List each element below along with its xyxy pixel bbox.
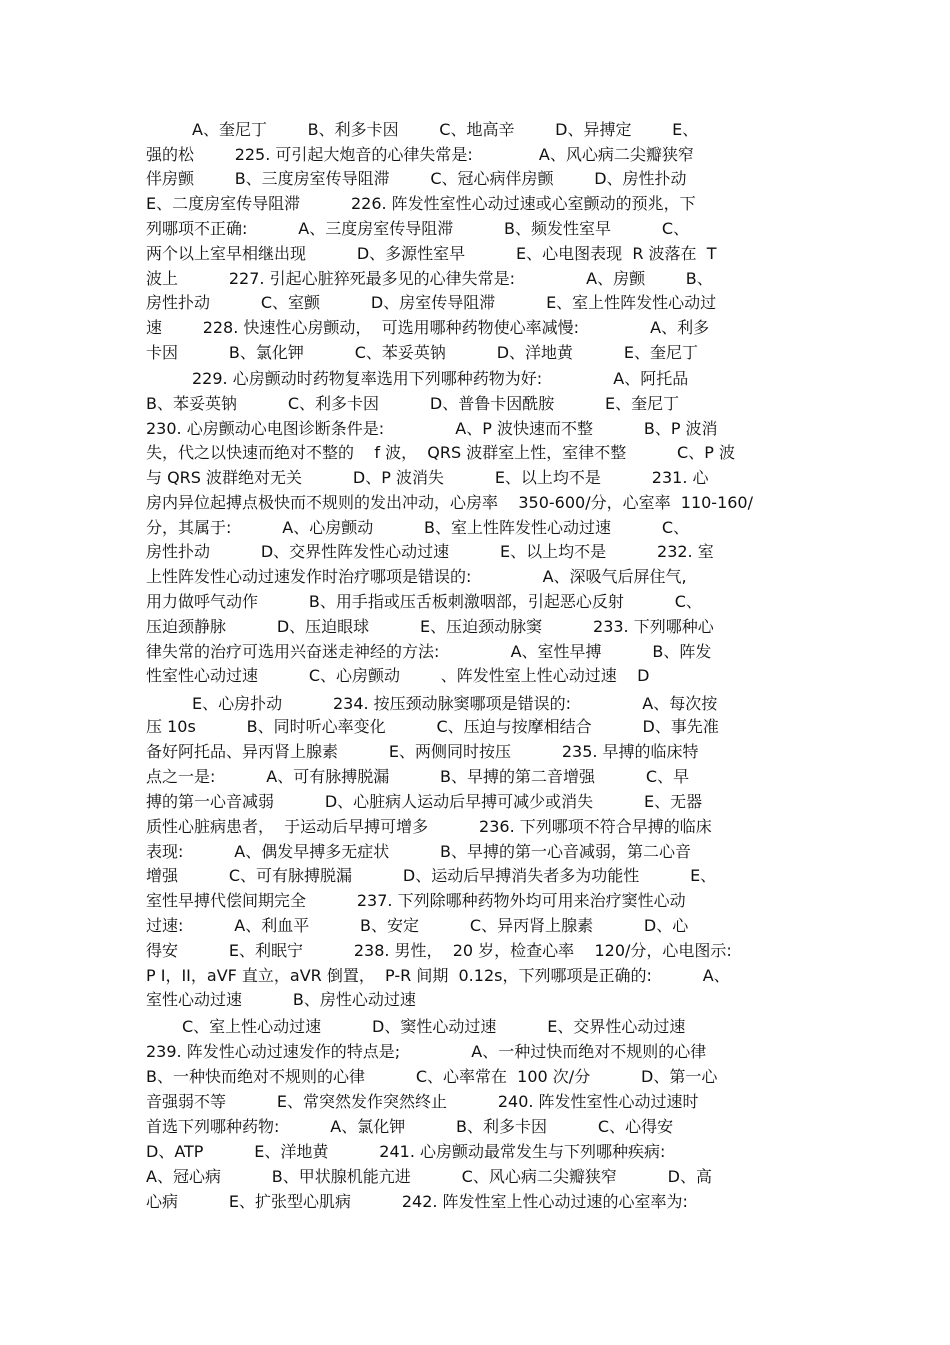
text-line-13: 230. 心房颤动心电图诊断条件是: A、P 波快速而不整 B、P 波消 — [146, 419, 718, 438]
text-line-43: A、冠心病 B、甲状腺机能亢进 C、风心病二尖瓣狭窄 D、高 — [146, 1167, 712, 1186]
text-line-24: E、心房扑动 234. 按压颈动脉窦哪项是错误的: A、每次按 — [192, 694, 718, 713]
text-line-18: 房性扑动 D、交界性阵发性心动过速 E、以上均不是 232. 室 — [146, 542, 714, 561]
text-line-2: 强的松 225. 可引起大炮音的心律失常是: A、风心病二尖瓣狭窄 — [146, 145, 694, 164]
text-line-20: 用力做呼气动作 B、用手指或压舌板刺激咽部，引起恶心反射 C、 — [146, 592, 702, 611]
text-line-4: E、二度房室传导阻滞 226. 阵发性室性心动过速或心室颤动的预兆，下 — [146, 194, 696, 213]
text-line-28: 搏的第一心音减弱 D、心脏病人运动后早搏可减少或消失 E、无器 — [146, 792, 703, 811]
text-line-33: 过速: A、利血平 B、安定 C、异丙肾上腺素 D、心 — [146, 916, 689, 935]
text-line-39: B、一种快而绝对不规则的心律 C、心率常在 100 次/分 D、第一心 — [146, 1067, 718, 1086]
text-line-32: 室性早搏代偿间期完全 237. 下列除哪种药物外均可用来治疗窦性心动 — [146, 891, 686, 910]
text-line-41: 首选下列哪种药物: A、氯化钾 B、利多卡因 C、心得安 — [146, 1117, 674, 1136]
text-line-12: B、苯妥英钠 C、利多卡因 D、普鲁卡因酰胺 E、奎尼丁 — [146, 394, 680, 413]
text-line-34: 得安 E、利眠宁 238. 男性， 20 岁，检查心率 120/分，心电图示: — [146, 941, 732, 960]
text-line-7: 波上 227. 引起心脏猝死最多见的心律失常是: A、房颤 B、 — [146, 269, 713, 288]
text-line-6: 两个以上室早相继出现 D、多源性室早 E、心电图表现 R 波落在 T — [146, 244, 717, 263]
text-line-29: 质性心脏病患者， 于运动后早搏可增多 236. 下列哪项不符合早搏的临床 — [146, 817, 712, 836]
text-line-14: 失，代之以快速而绝对不整的 f 波， QRS 波群室上性，室律不整 C、P 波 — [146, 443, 735, 462]
text-line-16: 房内异位起搏点极快而不规则的发出冲动，心房率 350-600/分，心室率 110-160/ — [146, 493, 754, 512]
text-line-19: 上性阵发性心动过速发作时治疗哪项是错误的: A、深吸气后屏住气, — [146, 567, 687, 586]
text-line-9: 速 228. 快速性心房颤动， 可选用哪种药物使心率减慢: A、利多 — [146, 318, 710, 337]
text-line-31: 增强 C、可有脉搏脱漏 D、运动后早搏消失者多为功能性 E、 — [146, 866, 717, 885]
text-line-3: 伴房颤 B、三度房室传导阻滞 C、冠心病伴房颤 D、房性扑动 — [146, 169, 687, 188]
text-line-25: 压 10s B、同时听心率变化 C、压迫与按摩相结合 D、事先准 — [146, 717, 719, 736]
text-line-37: C、室上性心动过速 D、窦性心动过速 E、交界性心动过速 — [182, 1017, 686, 1036]
text-line-44: 心病 E、扩张型心肌病 242. 阵发性室上性心动过速的心室率为: — [146, 1192, 688, 1211]
text-line-17: 分，其属于: A、心房颤动 B、室上性阵发性心动过速 C、 — [146, 518, 690, 537]
text-line-1: A、奎尼丁 B、利多卡因 C、地高辛 D、异搏定 E、 — [192, 120, 699, 139]
text-line-8: 房性扑动 C、室颤 D、房室传导阻滞 E、室上性阵发性心动过 — [146, 293, 717, 312]
text-line-21: 压迫颈静脉 D、压迫眼球 E、压迫颈动脉窦 233. 下列哪种心 — [146, 617, 714, 636]
text-line-23: 性室性心动过速 C、心房颤动 、阵发性室上性心动过速 D — [146, 666, 650, 685]
text-line-36: 室性心动过速 B、房性心动过速 — [146, 990, 416, 1009]
text-line-35: P I，II，aVF 直立，aVR 倒置， P-R 间期 0.12s，下列哪项是正确的: A、 — [146, 966, 730, 985]
text-line-42: D、ATP E、洋地黄 241. 心房颤动最常发生与下列哪种疾病: — [146, 1142, 666, 1161]
text-line-11: 229. 心房颤动时药物复率选用下列哪种药物为好: A、阿托品 — [192, 369, 689, 388]
text-line-38: 239. 阵发性心动过速发作的特点是; A、一种过快而绝对不规则的心律 — [146, 1042, 707, 1061]
text-line-15: 与 QRS 波群绝对无关 D、P 波消失 E、以上均不是 231. 心 — [146, 468, 709, 487]
text-line-40: 音强弱不等 E、常突然发作突然终止 240. 阵发性室性心动过速时 — [146, 1092, 699, 1111]
text-line-22: 律失常的治疗可选用兴奋迷走神经的方法: A、室性早搏 B、阵发 — [146, 642, 712, 661]
text-line-5: 列哪项不正确: A、三度房室传导阻滞 B、频发性室早 C、 — [146, 219, 690, 238]
text-line-30: 表现: A、偶发早搏多无症状 B、早搏的第一心音减弱，第二心音 — [146, 842, 692, 861]
text-line-26: 备好阿托品、异丙肾上腺素 E、两侧同时按压 235. 早搏的临床特 — [146, 742, 699, 761]
text-line-27: 点之一是: A、可有脉搏脱漏 B、早搏的第二音增强 C、早 — [146, 767, 690, 786]
text-line-10: 卡因 B、氯化钾 C、苯妥英钠 D、洋地黄 E、奎尼丁 — [146, 343, 699, 362]
